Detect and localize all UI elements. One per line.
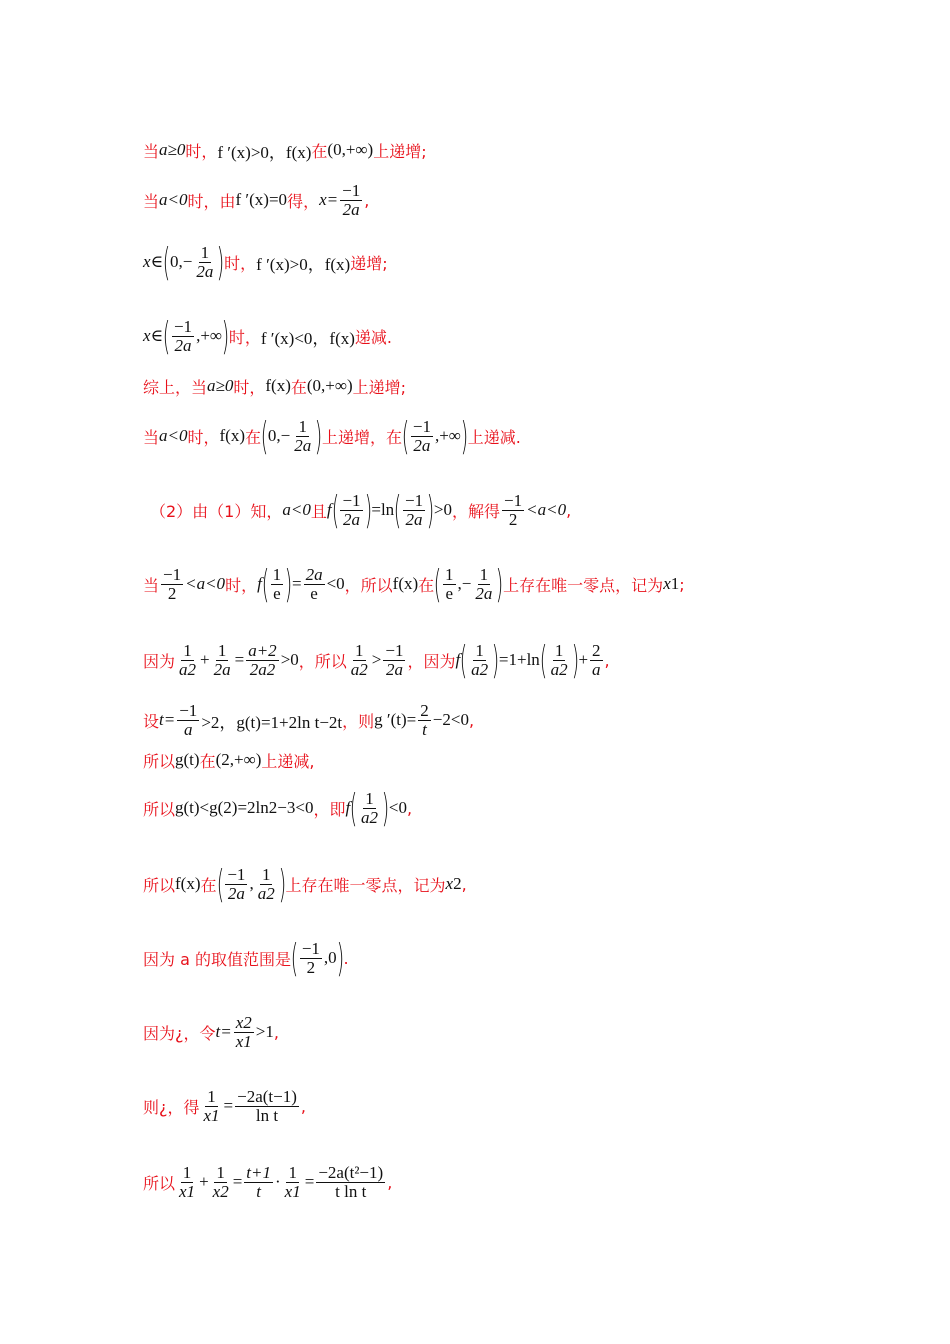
fraction: $\frac{1}{a2}$	[471, 640, 489, 679]
text: 因为¿，令	[143, 1023, 216, 1043]
text: 在	[200, 875, 217, 895]
math: f ′(x)>0，f(x)	[256, 254, 351, 274]
text: 所以	[143, 751, 176, 771]
math: (0,+∞)	[327, 140, 374, 159]
text: 上递增;	[352, 377, 407, 397]
text: ,	[406, 798, 413, 818]
math: =ln	[371, 500, 395, 519]
math: =	[291, 574, 302, 593]
math: >0	[280, 650, 299, 669]
math: <0	[326, 574, 345, 593]
line-2	[143, 170, 369, 230]
math: f(x)	[219, 426, 245, 445]
fraction: $\frac{-1}{2}$	[504, 490, 523, 529]
text: 时，	[228, 327, 261, 347]
fraction: $\frac{1}{x1}$	[179, 1162, 196, 1201]
text: ,	[604, 650, 610, 670]
math: +	[200, 650, 210, 669]
fraction: $\frac{-1}{2}$	[301, 938, 320, 977]
text: ，即	[313, 799, 346, 819]
math: =1+ln	[498, 650, 540, 669]
math: a<0	[159, 190, 188, 209]
fraction: $\frac{2a}{e}$	[305, 564, 323, 603]
fraction: $\frac{-1}{2a}$	[227, 864, 246, 903]
math: >0	[433, 500, 453, 519]
fraction: $\frac{-1}{2a}$	[173, 316, 193, 355]
fraction: $\frac{a+2}{2a2}$	[248, 640, 277, 679]
fraction: $\frac{-1}{2a}$	[342, 490, 361, 529]
math: >	[371, 650, 382, 669]
fraction: $\frac{2}{t}$	[420, 700, 429, 739]
math: x∈	[143, 252, 164, 271]
fraction: $\frac{1}{x2}$	[212, 1162, 229, 1201]
subscript: 1	[670, 574, 680, 593]
math: ,0	[323, 948, 337, 967]
fraction: $\frac{1}{e}$	[445, 564, 454, 603]
text: 递减.	[354, 327, 392, 347]
math: <a<0	[185, 574, 226, 593]
text: ，则	[342, 711, 375, 731]
line-6: 当 a<0 时， f(x) 在 ( 0,− $\frac{1}{2a}$ ) 上递增，在 ( $\frac{-1}{2a}$ ,+∞ ) 上递减.	[143, 414, 521, 458]
math: x	[663, 574, 671, 593]
text: 且	[310, 501, 327, 521]
math: a<0	[282, 500, 311, 519]
math: >1	[255, 1022, 274, 1041]
fraction: $\frac{1}{2a}$	[196, 242, 214, 281]
text: 时，	[185, 141, 218, 161]
math: =	[304, 1172, 315, 1191]
fraction: $\frac{\text{−2a(t²−1)}}{\text{t ln t}}$	[318, 1162, 384, 1201]
text: 时，	[233, 377, 266, 397]
math: a≥0	[207, 376, 234, 395]
math: ,+∞	[196, 326, 223, 345]
math: 0,−	[169, 252, 193, 271]
fraction: $\frac{1}{e}$	[272, 564, 282, 603]
fraction: $\frac{-1}{2a}$	[385, 640, 404, 679]
text: 当	[143, 427, 160, 447]
fraction: $\frac{-1}{2a}$	[412, 416, 431, 455]
fraction: $\frac{x2}{x1}$	[235, 1012, 252, 1051]
fraction: $\frac{1}{a2}$	[550, 640, 568, 679]
math: (2,+∞)	[215, 750, 262, 769]
text: 上存在唯一零点，记为	[285, 875, 446, 895]
text: 时，	[225, 575, 258, 595]
line-15	[143, 1002, 279, 1062]
text: ,	[566, 500, 572, 520]
line-9: 因为 $\frac{1}{a2}$ + $\frac{1}{2a}$ = $\frac{a+2}{2a2}$ >0 ，所以 $\frac{1}{a2}$ > $\frac{-1}{2a}$ ，因为 f ( $\frac{1}{a2}$ ) =1+ln ( $\frac{1}{a2}$ ) + $\frac{2}{a}$ ,	[143, 638, 610, 682]
text: ,	[461, 874, 467, 894]
math: f(x)	[265, 376, 291, 395]
math: ·	[275, 1172, 281, 1191]
math: g(t)	[175, 750, 200, 769]
text: ,	[300, 1096, 306, 1116]
text: .	[343, 948, 349, 968]
math: f ′(x)>0，f(x)	[217, 142, 312, 162]
text: 当	[143, 191, 160, 211]
text: 上递增，在	[322, 427, 403, 447]
math: x	[445, 874, 454, 893]
fraction: $\frac{-2a(t-1)}{\text{ln t}}$	[237, 1086, 297, 1125]
math: f	[455, 650, 461, 669]
math: <0	[388, 798, 407, 817]
line-7: （2）由（1）知， a<0 且 f ( $\frac{-1}{2a}$ ) =ln ( $\frac{-1}{2a}$ ) >0 ，解得 $\frac{-1}{2}$ <a<0 ,	[150, 488, 572, 532]
text: 所以	[143, 799, 176, 819]
fraction: $\frac{1}{2a}$	[294, 416, 312, 455]
text: 上递减.	[467, 427, 521, 447]
fraction: $\frac{-1}{2a}$	[405, 490, 424, 529]
math: x∈	[143, 326, 164, 345]
fraction: $\frac{-1}{a}$	[179, 700, 198, 739]
fraction: $\frac{1}{a2}$	[350, 640, 368, 679]
fraction: $\frac{1}{x1}$	[284, 1162, 301, 1201]
math: +	[578, 650, 589, 669]
math: g(t)<g(2)=2ln2−3<0	[175, 798, 314, 817]
math: t=	[215, 1022, 232, 1041]
text: 上递减,	[261, 751, 315, 771]
text: ,	[273, 1022, 279, 1042]
text: 得，	[287, 191, 320, 211]
text: 在	[199, 751, 216, 771]
math: f(x)	[392, 574, 419, 593]
text: 递增;	[350, 253, 388, 273]
line-16	[143, 1076, 306, 1136]
text: 时，	[224, 253, 257, 273]
text: ，因为	[407, 651, 456, 671]
math: ,+∞	[434, 426, 461, 445]
fraction: $\frac{-1}{2}$	[163, 564, 182, 603]
math: g ′(t)=	[374, 710, 417, 729]
text: 在	[245, 427, 262, 447]
math: a<0	[159, 426, 188, 445]
text: 上递增;	[373, 141, 427, 161]
math: x=	[319, 190, 339, 209]
fraction: $\frac{-1}{2a}$	[342, 180, 361, 219]
line-12: 所以 g(t)<g(2)=2ln2−3<0 ，即 f ( $\frac{1}{a2}$ ) <0 ,	[143, 786, 413, 830]
math: f	[326, 500, 332, 519]
math: (0,+∞)	[306, 376, 353, 395]
math: 0,−	[267, 426, 291, 445]
math: a≥0	[159, 140, 186, 159]
math: f	[345, 798, 351, 817]
text: 在	[290, 377, 307, 397]
text: 时，	[187, 427, 220, 447]
line-8: 当 $\frac{-1}{2}$ <a<0 时， f ( $\frac{1}{e}$ ) = $\frac{2a}{e}$ <0 ，所以 f(x) 在 ( $\frac{1}{e}$ ,− $\frac{1}{2a}$ ) 上存在唯一零点，记为 x 1 ;	[143, 562, 685, 606]
text: 设	[143, 711, 160, 731]
text: 在	[311, 141, 328, 161]
math: t=	[159, 710, 176, 729]
math: f ′(x)<0，f(x)	[260, 328, 355, 348]
fraction: $\frac{1}{2a}$	[213, 640, 231, 679]
math: =	[223, 1096, 234, 1115]
text: 当	[143, 575, 160, 595]
math: <a<0	[526, 500, 567, 519]
fraction: $\frac{1}{a2}$	[257, 864, 275, 903]
text: 在	[418, 575, 435, 595]
text: 则¿，得	[143, 1097, 200, 1117]
fraction: $\frac{1}{2a}$	[475, 564, 493, 603]
math: =	[232, 1172, 243, 1191]
fraction: $\frac{t+1}{t}$	[246, 1162, 271, 1201]
text: ,	[364, 190, 370, 210]
text: ;	[679, 574, 685, 594]
text: ,	[468, 710, 475, 730]
fraction: $\frac{1}{a2}$	[179, 640, 197, 679]
fraction: $\frac{1}{x1}$	[203, 1086, 220, 1125]
line-14: 因为 a 的取值范围是 ( $\frac{-1}{2}$ ,0 ) .	[143, 936, 349, 980]
text: ，解得	[452, 501, 501, 521]
math: f(x)	[175, 874, 201, 893]
text: 所以	[143, 1173, 176, 1193]
math: f ′(x)=0	[235, 190, 288, 209]
text: 上存在唯一零点，记为	[503, 575, 664, 595]
math: >2，g(t)=1+2ln t−2t	[201, 712, 343, 732]
text: 当	[143, 141, 160, 161]
text: 综上，当	[143, 377, 208, 397]
math: +	[199, 1172, 209, 1191]
fraction: $\frac{2}{a}$	[592, 640, 601, 679]
text: ，所以	[298, 651, 347, 671]
text: 时，由	[187, 191, 236, 211]
line-13: 所以 f(x) 在 ( $\frac{-1}{2a}$ , $\frac{1}{a2}$ ) 上存在唯一零点，记为 x 2 ,	[143, 862, 467, 906]
math: ,−	[457, 574, 472, 593]
subscript: 2	[453, 874, 462, 893]
math: f	[257, 574, 262, 593]
line-3: x∈ ( 0,− $\frac{1}{2a}$ ) 时， f ′(x)>0，f(x) 递增;	[143, 240, 388, 284]
text: 所以	[143, 875, 176, 895]
math: =	[234, 650, 245, 669]
math: −2<0	[432, 710, 469, 729]
text: 因为	[143, 651, 176, 671]
text: ,	[387, 1172, 393, 1192]
line-17	[143, 1152, 392, 1212]
text: （2）由（1）知，	[150, 501, 283, 521]
line-4: x∈ ( $\frac{-1}{2a}$ ,+∞ ) 时， f ′(x)<0，f(x) 递减.	[143, 314, 392, 358]
fraction: $\frac{1}{a2}$	[361, 788, 379, 827]
text: ，所以	[344, 575, 393, 595]
text: 因为 a 的取值范围是	[143, 949, 291, 969]
